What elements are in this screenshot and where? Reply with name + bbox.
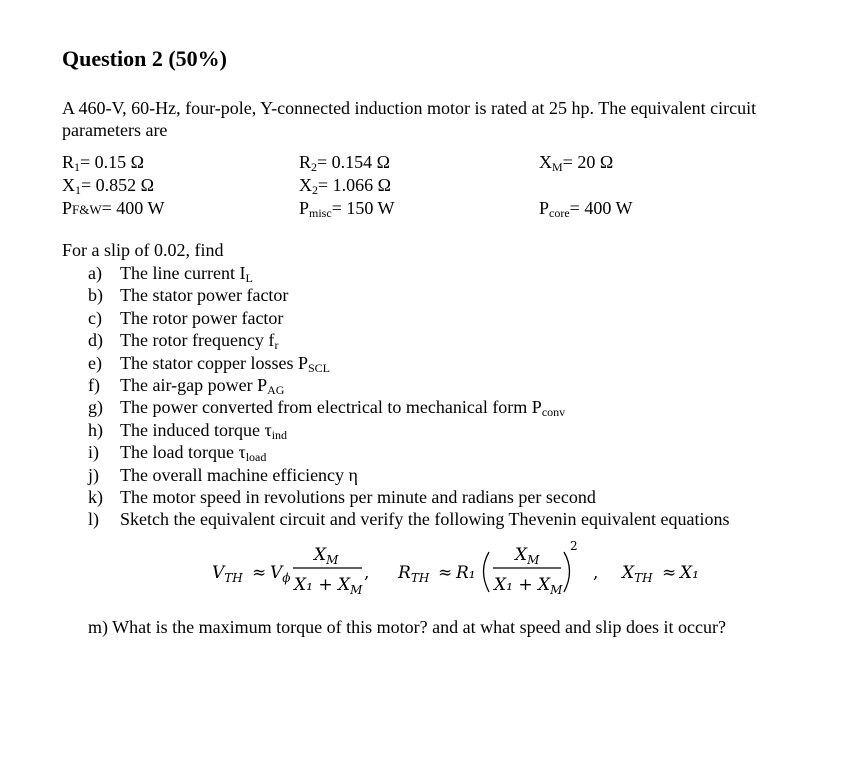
- svg-text:XM: $X_M$: [314, 545, 339, 567]
- question-item: [88, 396, 730, 418]
- item-label: f): [88, 375, 100, 396]
- svg-text:2: 2: [570, 539, 578, 553]
- question-item: [88, 352, 730, 374]
- svg-text:X₁ + XM: $X_1 + X_M$: [494, 575, 563, 597]
- item-label: a): [88, 263, 102, 283]
- item-text: The overall machine efficiency η: [120, 464, 358, 485]
- param-r1: $R_1= 0.15$ Ω: [62, 152, 145, 174]
- rth-equation: [397, 539, 598, 597]
- item-label: g): [88, 397, 103, 418]
- question-item: [88, 486, 730, 508]
- svg-text:R₁: R₁: [456, 563, 476, 583]
- xth-equation: [620, 563, 699, 585]
- thevenin-equations: [0, 538, 856, 600]
- svg-text:≈: ≈: [252, 563, 267, 583]
- item-text: Sketch the equivalent circuit and verify the following Thevenin equivalent equations: [120, 509, 730, 530]
- question-item: [88, 419, 730, 441]
- item-text: The rotor power factor: [120, 307, 284, 328]
- question-item: [88, 464, 730, 486]
- question-item: [88, 329, 730, 351]
- item-label: h): [88, 419, 103, 440]
- question-list: [88, 262, 730, 531]
- param-r2: $R_2= 0.154$ Ω: [299, 152, 391, 174]
- item-label: l): [88, 509, 99, 530]
- item-text: The load torque $\tau_{load}$: [120, 442, 267, 465]
- item-label: b): [88, 285, 103, 306]
- question-item: [88, 284, 730, 306]
- item-label: k): [88, 487, 103, 508]
- svg-text:XM: $X_M$: [515, 545, 540, 567]
- svg-text:≈: ≈: [438, 563, 453, 583]
- item-label: j): [88, 464, 99, 485]
- param-pcore: $P_{core}= 400$ W: [539, 198, 633, 220]
- item-label: d): [88, 330, 103, 351]
- slip-prompt: For a slip of 0.02, find: [62, 240, 224, 260]
- svg-text:RTH: $R_{TH}$: [398, 563, 430, 585]
- svg-text:≈: ≈: [662, 563, 677, 583]
- item-text: The line current $I_L$: [120, 263, 253, 285]
- item-text: The induced torque $\tau_{ind}$: [120, 419, 288, 442]
- question-heading: Question 2 (50%): [62, 46, 227, 71]
- param-pmisc: $P_{misc}= 150$ W: [299, 198, 395, 220]
- item-label: e): [88, 352, 102, 373]
- svg-text:VTH: $V_{TH}$: [212, 563, 243, 585]
- problem-intro: A 460-V, 60-Hz, four-pole, Y-connected induction motor is rated at 25 hp. The equivalent circuit parameters are: [62, 98, 757, 140]
- question-item: [88, 441, 730, 463]
- svg-text:,: ,: [593, 563, 599, 583]
- item-text: The stator power factor: [120, 285, 289, 306]
- item-text: The stator copper losses $P_{SCL}$: [120, 352, 330, 375]
- item-text: The air-gap power $P_{AG}$: [120, 375, 285, 398]
- svg-text:X₁: X₁: [680, 563, 699, 583]
- param-x1: $X_1= 0.852$ Ω: [62, 175, 155, 197]
- item-label: i): [88, 442, 99, 463]
- param-pfw: PF&W= 400 W: [62, 198, 165, 218]
- param-x2: $X_2= 1.066$ Ω: [299, 175, 392, 197]
- item-label: c): [88, 307, 102, 328]
- svg-text:Vϕ: $V_\phi$: [270, 563, 291, 585]
- question-item: [88, 307, 730, 329]
- question-item: [88, 374, 730, 396]
- item-text: The rotor frequency $f_r$: [120, 330, 279, 353]
- item-text: The power converted from electrical to mechanical form $P_{conv}$: [120, 397, 566, 420]
- svg-text:X₁ + XM: $X_1 + X_M$: [294, 575, 363, 597]
- vth-equation: [212, 545, 369, 597]
- question-item: [88, 262, 730, 284]
- svg-text:XTH: $X_{TH}$: [622, 563, 653, 585]
- question-m: m) What is the maximum torque of this motor? and at what speed and slip does it occur?: [88, 617, 727, 637]
- svg-text:,: ,: [364, 563, 370, 583]
- param-xm: $X_M= 20$ Ω: [539, 152, 614, 174]
- question-item: [88, 508, 730, 530]
- item-text: The motor speed in revolutions per minute and radians per second: [120, 487, 596, 508]
